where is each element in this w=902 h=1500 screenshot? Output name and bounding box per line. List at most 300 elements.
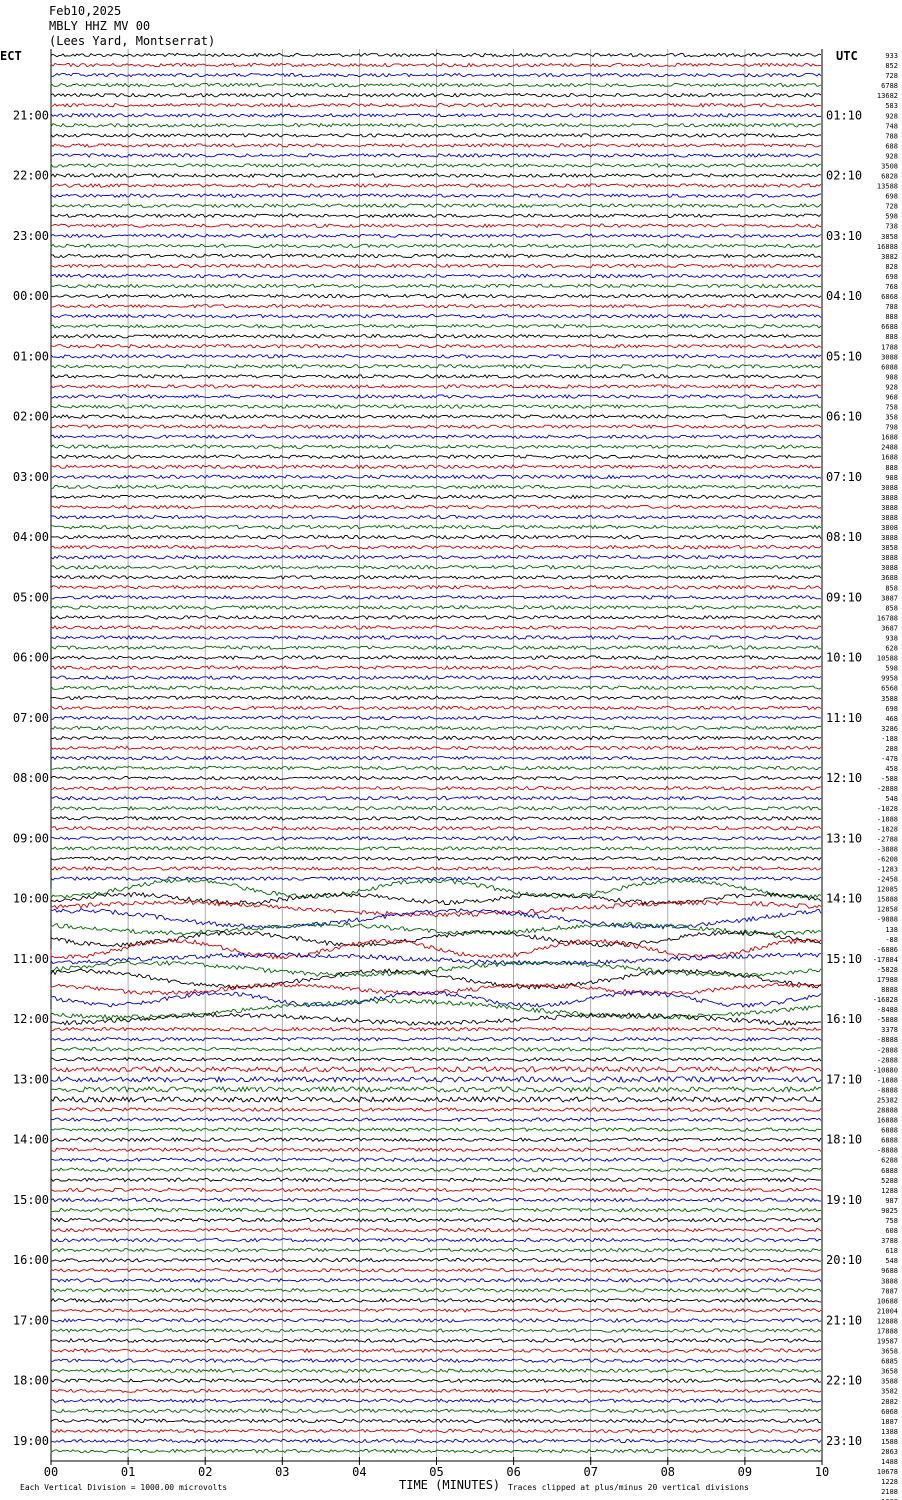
trace-line — [51, 1259, 821, 1262]
left-timezone-label: ECT — [0, 49, 22, 63]
trace-value-label: 728 — [885, 202, 898, 211]
trace-value-label: 1488 — [881, 1458, 898, 1467]
trace-line — [51, 395, 821, 398]
x-tick-label: 01 — [120, 1465, 136, 1479]
left-time-label: 13:00 — [12, 1072, 49, 1087]
trace-line — [51, 53, 821, 56]
left-time-label: 04:00 — [12, 530, 49, 545]
left-time-label: 16:00 — [12, 1253, 49, 1268]
trace-value-label: 6885 — [881, 1357, 898, 1366]
trace-value-label: 1688 — [881, 433, 898, 442]
trace-line — [51, 666, 821, 669]
trace-value-label: 3286 — [881, 724, 898, 733]
trace-value-label: 1228 — [881, 1478, 898, 1487]
left-time-label: 14:00 — [12, 1132, 49, 1147]
trace-value-label: 15888 — [876, 895, 898, 904]
trace-line — [51, 515, 821, 518]
trace-line — [51, 909, 821, 929]
trace-line — [51, 525, 821, 528]
trace-line — [51, 1269, 821, 1272]
trace-line — [51, 1048, 821, 1051]
trace-value-label: 988 — [885, 373, 898, 382]
left-time-label: 08:00 — [12, 771, 49, 786]
trace-line — [51, 646, 821, 649]
trace-value-label: 9025 — [881, 1206, 898, 1215]
trace-line — [51, 455, 821, 458]
trace-value-label: 3658 — [881, 1347, 898, 1356]
trace-value-label: 2488 — [881, 443, 898, 452]
trace-line — [51, 1188, 821, 1191]
trace-line — [51, 1279, 821, 1282]
trace-value-label: 9688 — [881, 1267, 898, 1276]
trace-line — [51, 953, 821, 965]
trace-value-label: 8888 — [881, 986, 898, 995]
trace-line — [51, 405, 821, 408]
right-time-label: 09:10 — [826, 590, 863, 605]
right-time-label: 20:10 — [826, 1253, 863, 1268]
trace-line — [51, 445, 821, 448]
trace-line — [51, 1198, 821, 1201]
trace-line — [51, 345, 821, 348]
trace-line — [51, 73, 821, 76]
trace-line — [51, 596, 821, 599]
trace-value-label: 728 — [885, 72, 898, 81]
x-tick-label: 07 — [583, 1465, 598, 1479]
trace-line — [51, 1138, 821, 1141]
trace-line — [51, 124, 821, 127]
trace-line — [51, 335, 821, 338]
right-value-labels — [873, 52, 898, 1500]
trace-value-label: 6888 — [881, 1126, 898, 1135]
trace-value-label: 358 — [885, 413, 898, 422]
trace-line — [51, 1168, 821, 1171]
trace-line — [51, 1038, 821, 1041]
trace-value-label: 987 — [885, 1196, 898, 1205]
trace-line — [51, 284, 821, 287]
trace-line — [51, 1309, 821, 1312]
trace-line — [51, 475, 821, 478]
trace-value-label: 1588 — [881, 1437, 898, 1446]
trace-value-label: 3888 — [881, 1277, 898, 1286]
trace-line — [51, 375, 821, 378]
trace-value-label: -17884 — [872, 955, 898, 964]
trace-value-label: -8888 — [876, 1086, 898, 1095]
trace-line — [51, 495, 821, 498]
trace-value-label: -478 — [881, 755, 898, 764]
trace-line — [51, 676, 821, 679]
trace-line — [51, 1108, 821, 1111]
trace-line — [51, 164, 821, 167]
date-label: Feb10,2025 — [49, 4, 122, 18]
right-time-label: 05:10 — [826, 349, 863, 364]
trace-line — [51, 847, 821, 850]
trace-line — [51, 931, 821, 947]
trace-line — [51, 1379, 821, 1382]
trace-value-label: 468 — [885, 714, 898, 723]
trace-value-label: 16888 — [876, 1116, 898, 1125]
trace-line — [51, 535, 821, 538]
trace-value-label: 10588 — [876, 654, 898, 663]
right-time-label: 10:10 — [826, 650, 863, 665]
trace-value-label: 788 — [885, 303, 898, 312]
trace-line — [51, 901, 821, 917]
trace-value-label: 758 — [885, 1217, 898, 1226]
trace-value-label: 6068 — [881, 1407, 898, 1416]
trace-line — [51, 606, 821, 609]
trace-line — [51, 556, 821, 559]
trace-line — [51, 1028, 821, 1031]
left-time-label: 19:00 — [12, 1433, 49, 1448]
trace-value-label: 3588 — [881, 1377, 898, 1386]
location-label: (Lees Yard, Montserrat) — [49, 34, 216, 48]
trace-value-label: -6208 — [876, 855, 898, 864]
left-time-label: 01:00 — [12, 349, 49, 364]
trace-line — [51, 314, 821, 317]
trace-value-label: 858 — [885, 584, 898, 593]
right-time-label: 06:10 — [826, 409, 863, 424]
x-tick-label: 08 — [660, 1465, 676, 1479]
trace-line — [51, 827, 821, 830]
trace-value-label: 3378 — [881, 1026, 898, 1035]
trace-line — [51, 94, 821, 97]
trace-line — [51, 214, 821, 217]
trace-value-label: 3858 — [881, 232, 898, 241]
right-time-label: 17:10 — [826, 1072, 863, 1087]
right-time-label: 21:10 — [826, 1313, 863, 1328]
trace-line — [51, 425, 821, 428]
trace-value-label: 608 — [885, 1227, 898, 1236]
trace-value-label: 2882 — [881, 1397, 898, 1406]
trace-value-label: 3508 — [881, 162, 898, 171]
right-timezone-label: UTC — [836, 49, 858, 63]
trace-line — [51, 566, 821, 569]
trace-value-label: 758 — [885, 403, 898, 412]
right-time-labels — [826, 108, 862, 1448]
x-tick-label: 02 — [197, 1465, 213, 1479]
trace-value-label: -188 — [881, 734, 898, 743]
trace-line — [51, 656, 821, 659]
trace-line — [51, 365, 821, 368]
trace-line — [51, 1449, 821, 1452]
trace-value-label: 698 — [885, 272, 898, 281]
trace-line — [51, 104, 821, 107]
trace-value-label: -5888 — [876, 1016, 898, 1025]
trace-value-label: 12085 — [876, 885, 898, 894]
trace-value-label: 6568 — [881, 684, 898, 693]
trace-value-label: 7887 — [881, 1287, 898, 1296]
trace-value-label: 748 — [885, 122, 898, 131]
trace-value-label: -5828 — [876, 965, 898, 974]
trace-line — [51, 224, 821, 227]
trace-line — [51, 1118, 821, 1121]
right-time-label: 19:10 — [826, 1192, 863, 1207]
trace-value-label: 17888 — [876, 1327, 898, 1336]
trace-value-label: 12888 — [876, 1317, 898, 1326]
trace-value-label: 25382 — [876, 1096, 898, 1105]
trace-value-label: 17988 — [876, 975, 898, 984]
trace-line — [51, 1218, 821, 1221]
trace-line — [51, 1067, 821, 1072]
trace-value-label: 16888 — [876, 242, 898, 251]
trace-value-label: 888 — [885, 333, 898, 342]
trace-value-label: 768 — [885, 282, 898, 291]
trace-line — [51, 435, 821, 438]
trace-line — [51, 636, 821, 639]
trace-line — [51, 1359, 821, 1362]
trace-line — [51, 465, 821, 468]
left-time-label: 17:00 — [12, 1313, 49, 1328]
trace-value-label: 5288 — [881, 1176, 898, 1185]
trace-line — [51, 706, 821, 709]
trace-line — [51, 576, 821, 579]
x-tick-labels — [44, 1465, 829, 1479]
trace-line — [51, 154, 821, 157]
right-time-label: 14:10 — [826, 891, 863, 906]
traces — [51, 53, 821, 1452]
trace-value-label: 6828 — [881, 172, 898, 181]
right-time-label: 11:10 — [826, 710, 863, 725]
trace-value-label: 3688 — [881, 574, 898, 583]
trace-value-label: 6688 — [881, 323, 898, 332]
trace-line — [51, 1148, 821, 1151]
trace-line — [51, 857, 821, 860]
trace-line — [51, 1087, 821, 1092]
left-time-label: 23:00 — [12, 228, 49, 243]
trace-value-label: 3582 — [881, 1387, 898, 1396]
trace-line — [51, 726, 821, 729]
trace-value-label: 928 — [885, 112, 898, 121]
trace-value-label: 968 — [885, 393, 898, 402]
trace-line — [51, 1349, 821, 1352]
trace-value-label: 9958 — [881, 674, 898, 683]
trace-value-label: -2788 — [876, 835, 898, 844]
trace-line — [51, 716, 821, 719]
trace-value-label: 3687 — [881, 624, 898, 633]
trace-line — [51, 234, 821, 237]
left-time-label: 22:00 — [12, 168, 49, 183]
right-time-label: 04:10 — [826, 289, 863, 304]
trace-value-label: 2188 — [881, 1488, 898, 1497]
trace-line — [51, 1058, 821, 1061]
trace-value-label: 738 — [885, 222, 898, 231]
left-time-label: 12:00 — [12, 1012, 49, 1027]
trace-value-label: -16828 — [872, 996, 898, 1005]
trace-value-label: -88 — [885, 935, 898, 944]
trace-value-label: 288 — [885, 744, 898, 753]
trace-value-label: 13588 — [876, 182, 898, 191]
trace-value-label: -8888 — [876, 1036, 898, 1045]
trace-line — [51, 1339, 821, 1342]
trace-value-label: 6868 — [881, 293, 898, 302]
trace-value-label: 1288 — [881, 1186, 898, 1195]
trace-value-label: 858 — [885, 604, 898, 613]
trace-value-label: 698 — [885, 704, 898, 713]
trace-value-label: 3888 — [881, 534, 898, 543]
trace-value-label: -3888 — [876, 845, 898, 854]
trace-value-label: 3888 — [881, 554, 898, 563]
trace-line — [51, 867, 821, 870]
x-tick-label: 04 — [352, 1465, 367, 1479]
x-tick-label: 09 — [737, 1465, 753, 1479]
trace-line — [51, 686, 821, 689]
trace-line — [51, 1178, 821, 1181]
trace-value-label: 138 — [885, 925, 898, 934]
trace-line — [51, 1238, 821, 1241]
trace-line — [51, 1419, 821, 1422]
trace-value-label: 2863 — [881, 1448, 898, 1456]
trace-value-label: 598 — [885, 212, 898, 221]
trace-value-label: 1688 — [881, 453, 898, 462]
trace-value-label: -6886 — [876, 945, 898, 954]
trace-line — [51, 385, 821, 388]
trace-line — [51, 1369, 821, 1372]
left-time-label: 09:00 — [12, 831, 49, 846]
trace-value-label: -1028 — [876, 805, 898, 814]
trace-value-label: 10688 — [876, 1297, 898, 1306]
trace-line — [51, 991, 821, 1007]
scale-note: Each Vertical Division = 1000.00 microvolts — [20, 1483, 228, 1492]
trace-line — [51, 325, 821, 328]
trace-value-label: 10678 — [876, 1468, 898, 1477]
trace-value-label: 3808 — [881, 524, 898, 533]
trace-line — [51, 174, 821, 177]
x-tick-label: 00 — [43, 1465, 59, 1479]
trace-line — [51, 696, 821, 699]
trace-value-label: 13682 — [876, 92, 898, 101]
trace-value-label: 6888 — [881, 1166, 898, 1175]
trace-value-label: 3658 — [881, 1367, 898, 1376]
left-time-label: 15:00 — [12, 1192, 49, 1207]
left-time-label: 03:00 — [12, 469, 49, 484]
trace-value-label: 828 — [885, 262, 898, 271]
left-time-label: 02:00 — [12, 409, 49, 424]
trace-line — [51, 1158, 821, 1161]
trace-value-label: -2888 — [876, 1056, 898, 1065]
trace-value-label: 1388 — [881, 1427, 898, 1436]
trace-value-label: 788 — [885, 132, 898, 141]
trace-line — [51, 983, 821, 995]
trace-line — [51, 807, 821, 810]
right-time-label: 22:10 — [826, 1373, 863, 1388]
trace-line — [51, 83, 821, 86]
left-time-labels — [13, 108, 49, 1448]
trace-value-label: 16788 — [876, 614, 898, 623]
right-time-label: 03:10 — [826, 228, 863, 243]
clip-note: Traces clipped at plus/minus 20 vertical divisions — [508, 1483, 749, 1492]
trace-line — [51, 505, 821, 508]
left-time-label: 05:00 — [12, 590, 49, 605]
trace-line — [51, 616, 821, 619]
trace-value-label: -2888 — [876, 785, 898, 794]
trace-value-label: -2888 — [876, 1046, 898, 1055]
trace-value-label: -1888 — [876, 815, 898, 824]
trace-line — [51, 1329, 821, 1332]
trace-line — [51, 1208, 821, 1211]
trace-line — [51, 545, 821, 548]
trace-value-label: 548 — [885, 795, 898, 804]
trace-line — [51, 1228, 821, 1231]
right-time-label: 23:10 — [826, 1433, 863, 1448]
left-time-label: 00:00 — [12, 289, 49, 304]
trace-value-label: 798 — [885, 423, 898, 432]
trace-value-label: 6088 — [881, 363, 898, 372]
right-time-label: 18:10 — [826, 1132, 863, 1147]
left-time-label: 07:00 — [12, 710, 49, 725]
trace-value-label: 548 — [885, 1257, 898, 1266]
x-tick-label: 10 — [814, 1465, 830, 1479]
trace-line — [51, 485, 821, 488]
trace-line — [51, 114, 821, 117]
trace-line — [51, 766, 821, 769]
trace-line — [51, 586, 821, 589]
trace-value-label: -1888 — [876, 1076, 898, 1085]
x-axis-title: TIME (MINUTES) — [399, 1478, 501, 1492]
trace-value-label: 6288 — [881, 1156, 898, 1165]
trace-value-label: 19587 — [876, 1337, 898, 1346]
trace-line — [51, 1439, 821, 1442]
trace-value-label: 6888 — [881, 1136, 898, 1145]
trace-line — [51, 797, 821, 800]
x-tick-label: 03 — [275, 1465, 290, 1479]
right-time-label: 01:10 — [826, 108, 863, 123]
trace-value-label: 3888 — [881, 513, 898, 522]
left-time-label: 10:00 — [12, 891, 49, 906]
trace-line — [51, 194, 821, 197]
trace-value-label: 852 — [885, 62, 898, 71]
trace-value-label: 928 — [885, 152, 898, 161]
trace-line — [51, 1299, 821, 1302]
trace-value-label: 618 — [885, 1247, 898, 1256]
trace-value-label: 988 — [885, 473, 898, 482]
right-time-label: 02:10 — [826, 168, 863, 183]
trace-value-label: 458 — [885, 765, 898, 774]
right-time-label: 08:10 — [826, 530, 863, 545]
trace-value-label: 3088 — [881, 564, 898, 573]
trace-value-label: -1828 — [876, 825, 898, 834]
trace-line — [51, 1249, 821, 1252]
trace-line — [51, 776, 821, 779]
trace-line — [51, 756, 821, 759]
left-time-label: 18:00 — [12, 1373, 49, 1388]
trace-line — [51, 939, 821, 959]
trace-line — [51, 1409, 821, 1412]
trace-line — [51, 1319, 821, 1322]
trace-value-label: -10880 — [872, 1066, 898, 1075]
trace-line — [51, 304, 821, 307]
trace-value-label: 12858 — [876, 905, 898, 914]
trace-value-label: 598 — [885, 664, 898, 673]
trace-line — [51, 837, 821, 840]
trace-value-label: -1283 — [876, 865, 898, 874]
right-time-label: 16:10 — [826, 1012, 863, 1027]
trace-value-label: 3088 — [881, 483, 898, 492]
trace-line — [51, 877, 821, 880]
trace-value-label: 3882 — [881, 252, 898, 261]
trace-line — [51, 144, 821, 147]
trace-value-label: 3088 — [881, 353, 898, 362]
trace-line — [51, 817, 821, 820]
trace-value-label: 6788 — [881, 82, 898, 91]
right-time-label: 12:10 — [826, 771, 863, 786]
trace-line — [51, 415, 821, 418]
trace-value-label: -9888 — [876, 915, 898, 924]
trace-value-label: 3788 — [881, 1237, 898, 1246]
trace-line — [51, 1389, 821, 1392]
trace-value-label: 698 — [885, 192, 898, 201]
trace-line — [51, 204, 821, 207]
right-time-label: 07:10 — [826, 469, 863, 484]
trace-line — [51, 626, 821, 629]
